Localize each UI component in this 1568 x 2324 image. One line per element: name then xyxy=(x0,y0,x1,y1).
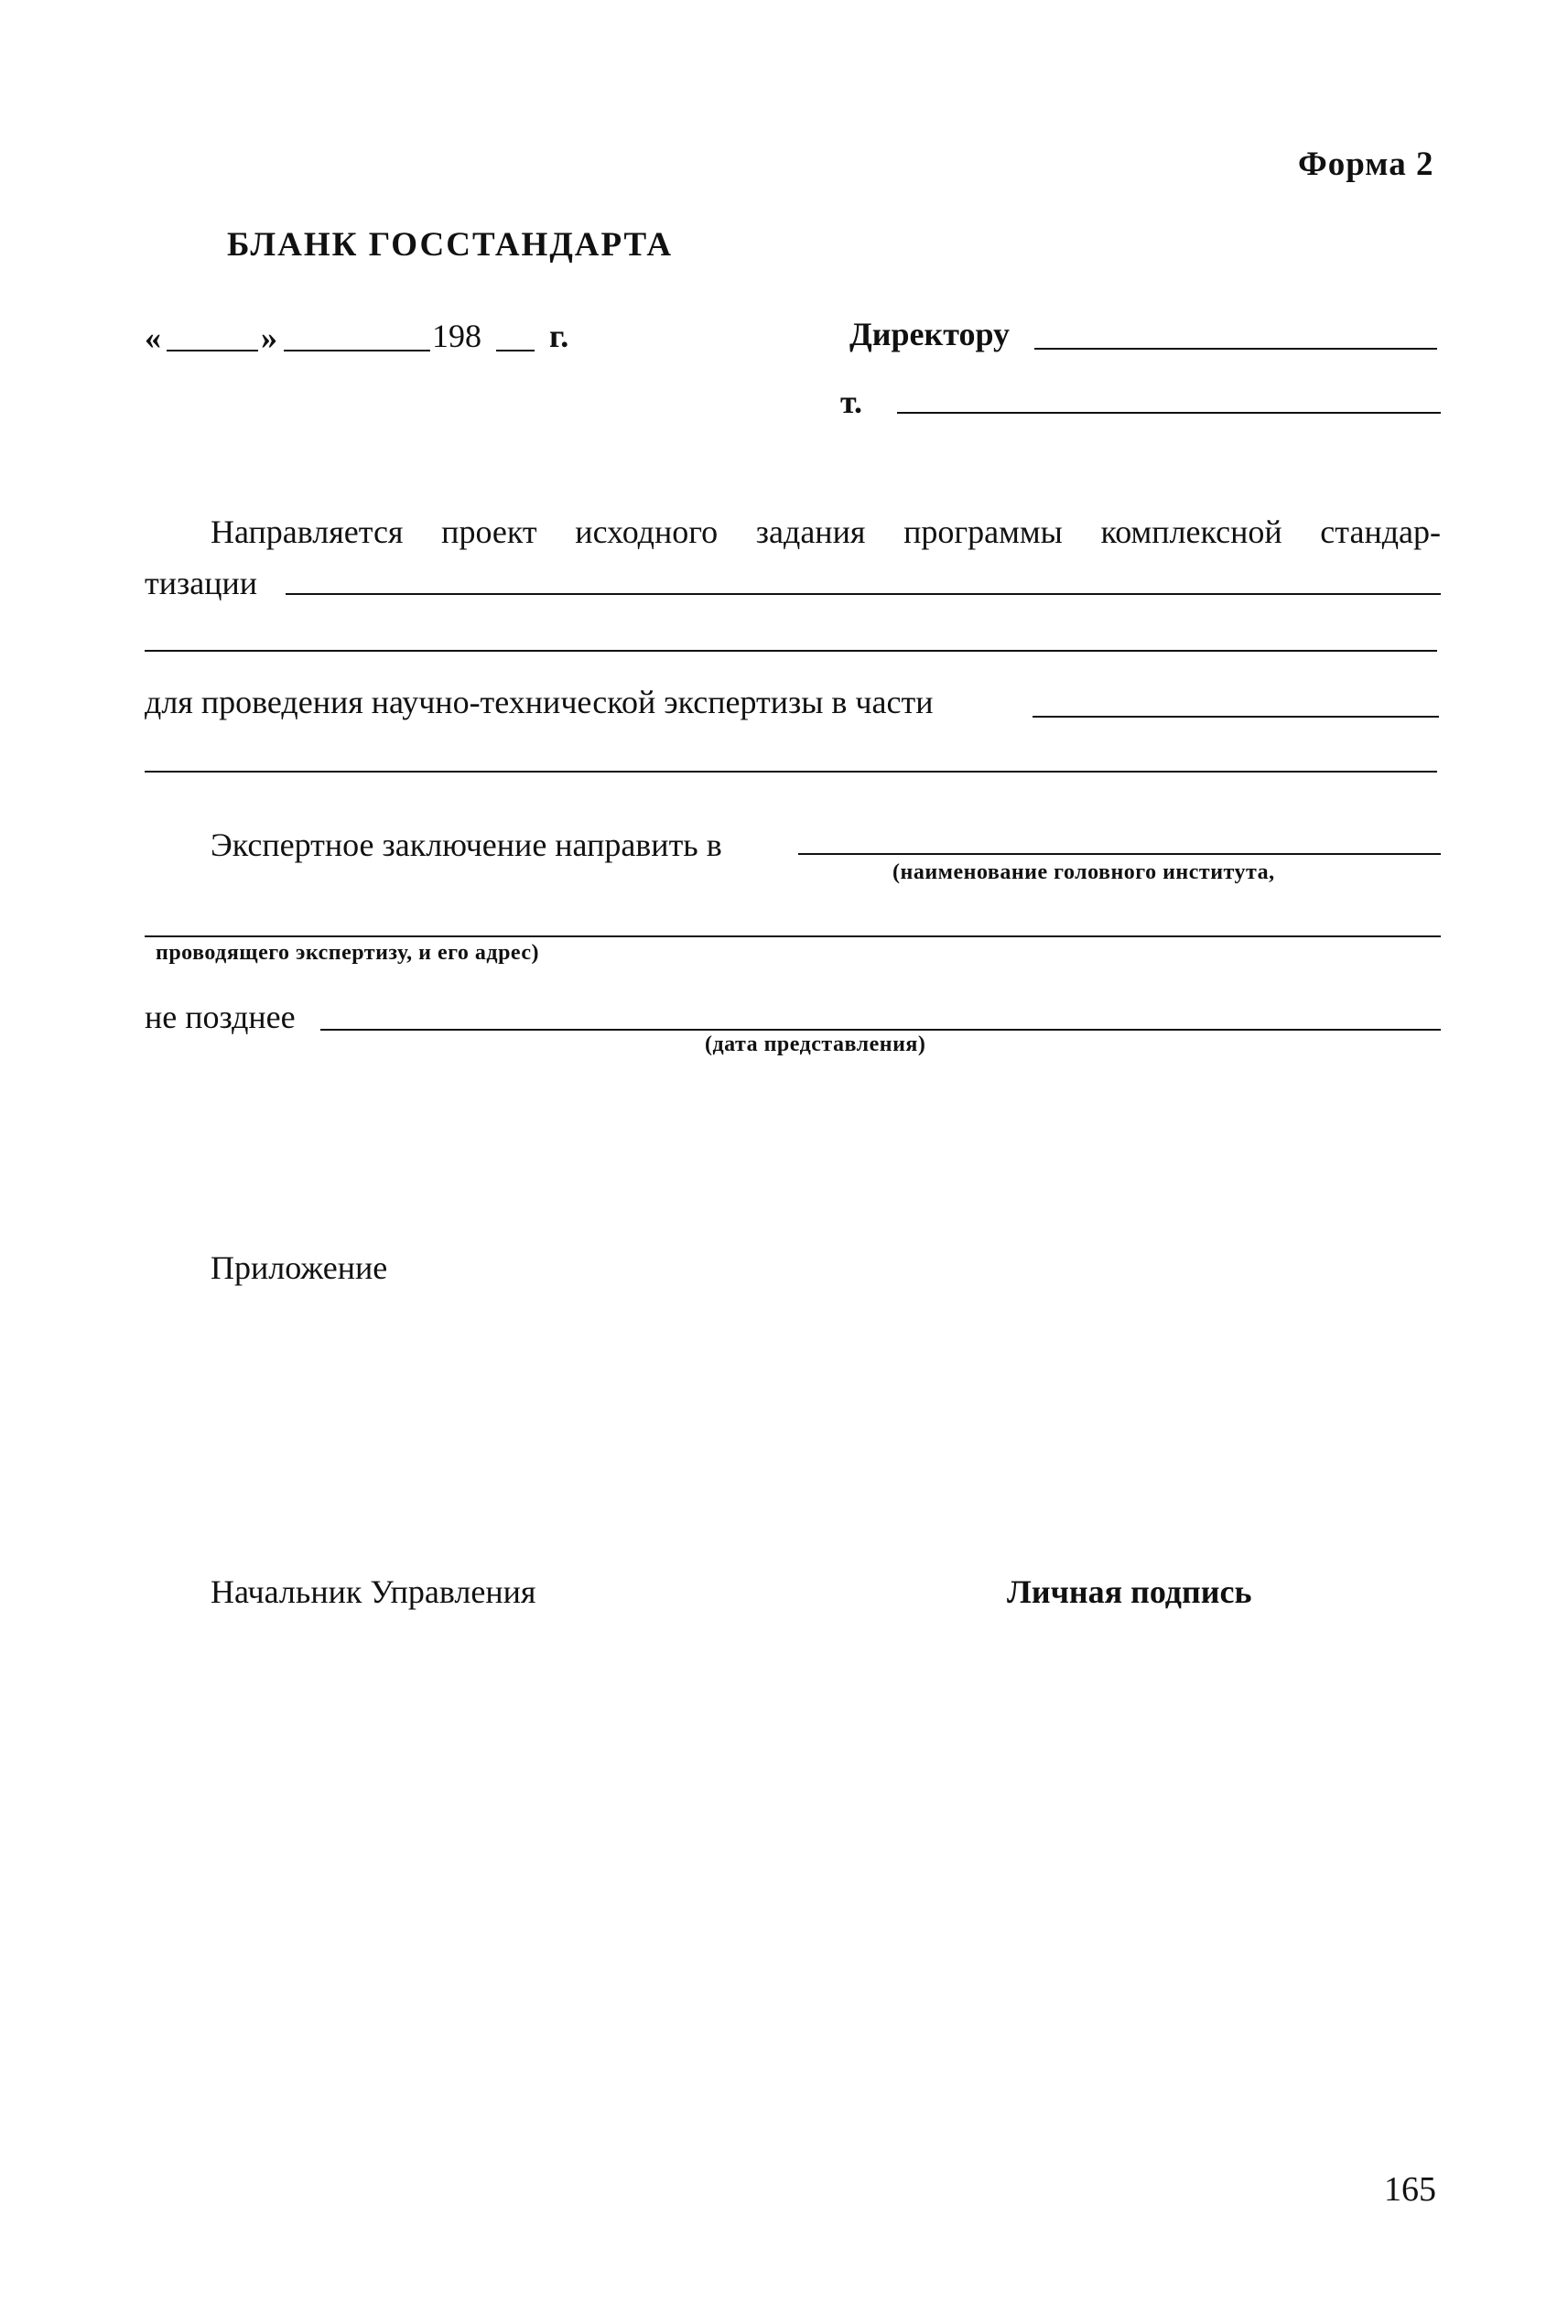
year-prefix: 198 xyxy=(432,318,481,354)
address-field[interactable] xyxy=(145,935,1441,937)
signature-position: Начальник Управления xyxy=(211,1573,536,1610)
t-field[interactable] xyxy=(897,412,1441,414)
deadline-label: не позднее xyxy=(145,999,296,1035)
para3: Экспертное заключение направить в xyxy=(211,827,722,863)
attachment-label: Приложение xyxy=(211,1249,388,1286)
day-field[interactable] xyxy=(167,350,258,351)
director-label: Директору xyxy=(849,316,1011,352)
open-quote: « xyxy=(145,319,161,356)
caption-address: проводящего экспертизу, и его адрес) xyxy=(156,941,540,965)
para1-line1: Направляется проект исходного задания программы комплексной стандар- xyxy=(211,513,1441,550)
subject-field-1[interactable] xyxy=(286,593,1441,595)
para1-line2: тизации xyxy=(145,565,257,601)
form-label: Форма 2 xyxy=(1298,146,1434,183)
part-field-2[interactable] xyxy=(145,771,1437,773)
part-field-1[interactable] xyxy=(1033,716,1439,718)
deadline-field[interactable] xyxy=(320,1029,1441,1031)
director-field[interactable] xyxy=(1034,348,1437,350)
institute-field[interactable] xyxy=(798,853,1441,855)
caption-institute: (наименование головного института, xyxy=(892,860,1275,884)
month-field[interactable] xyxy=(284,350,430,351)
t-label: т. xyxy=(840,384,862,420)
caption-date: (дата представления) xyxy=(705,1032,926,1056)
year-suffix: г. xyxy=(549,318,569,354)
blank-title: БЛАНК ГОССТАНДАРТА xyxy=(227,226,674,264)
signature-label: Личная подпись xyxy=(1007,1573,1252,1610)
para2: для проведения научно-технической экспертизы в части xyxy=(145,684,934,720)
page-number: 165 xyxy=(1384,2170,1436,2209)
close-quote: » xyxy=(261,319,277,356)
subject-field-2[interactable] xyxy=(145,650,1437,652)
year-field[interactable] xyxy=(496,350,535,351)
